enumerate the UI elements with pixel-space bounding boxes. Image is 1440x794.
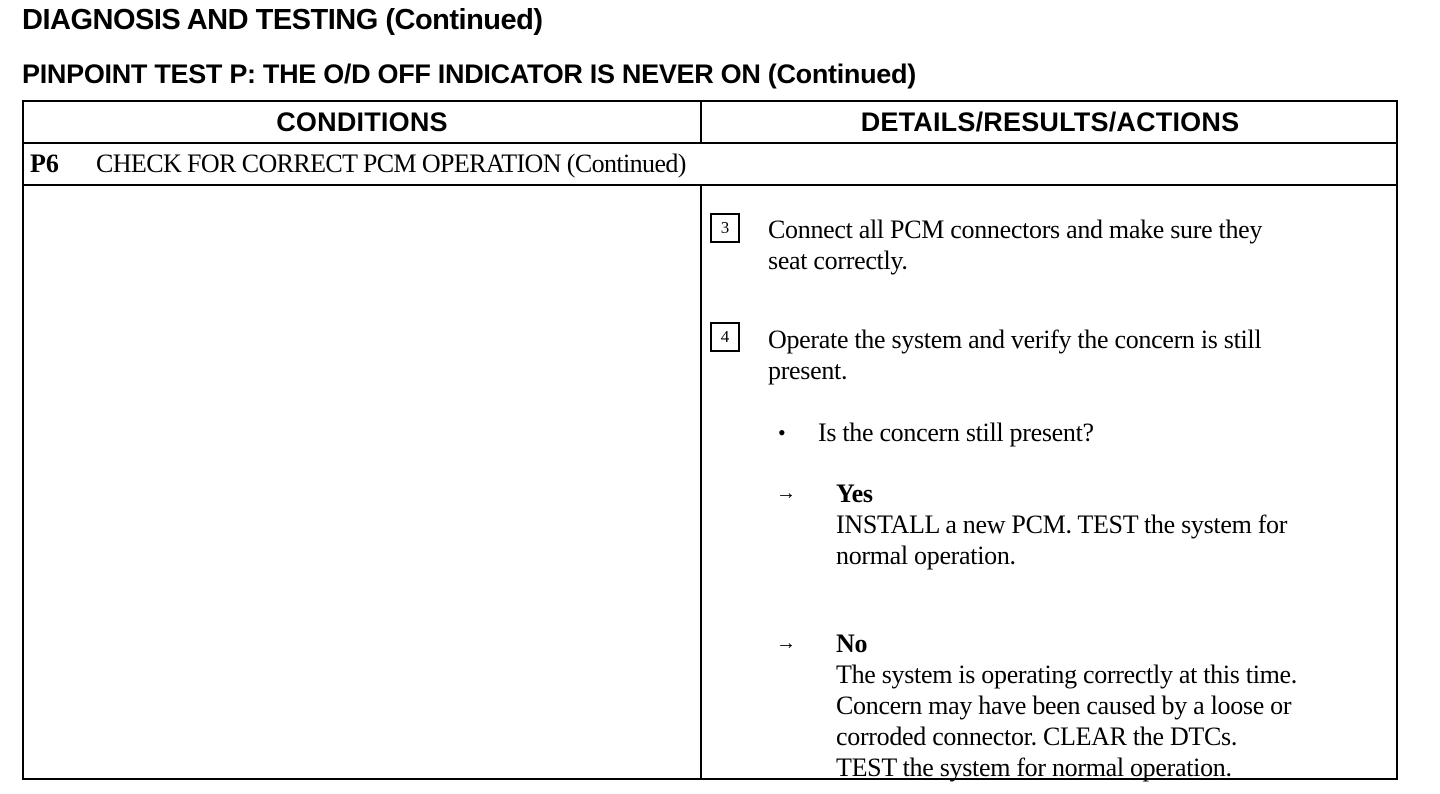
question-text: Is the concern still present?: [818, 418, 1094, 447]
yes-line: normal operation.: [836, 541, 1016, 570]
step-title: CHECK FOR CORRECT PCM OPERATION (Continued): [96, 149, 686, 178]
pinpoint-test-title: PINPOINT TEST P: THE O/D OFF INDICATOR IS NEVER ON (Continued): [22, 59, 916, 89]
conditions-header: CONDITIONS: [276, 107, 448, 137]
step-4-text: [768, 324, 1261, 386]
no-line: Concern may have been caused by a loose or: [836, 691, 1292, 720]
step-number-box-4: 4: [710, 322, 740, 352]
step-id: P6: [30, 149, 59, 178]
step-3-line-1: Connect all PCM connectors and make sure they: [768, 215, 1263, 244]
step-number-box-3: 3: [710, 213, 740, 243]
arrow-right-icon: →: [776, 482, 796, 504]
step-3-text: [768, 214, 1262, 276]
page-title: DIAGNOSIS AND TESTING (Continued): [22, 4, 543, 36]
details-results-actions-header: DETAILS/RESULTS/ACTIONS: [700, 102, 1398, 142]
no-line: The system is operating correctly at this time.: [836, 660, 1297, 689]
column-divider: [700, 186, 702, 780]
table-header-row: [24, 102, 1396, 144]
no-label: No: [836, 629, 868, 658]
pinpoint-test-table: [22, 100, 1398, 780]
step-4-line-2: present.: [768, 356, 848, 385]
no-result: [836, 628, 1297, 783]
yes-line: INSTALL a new PCM. TEST the system for: [836, 510, 1288, 539]
yes-label: Yes: [836, 479, 873, 508]
step-4-line-1: Operate the system and verify the concern is still: [768, 325, 1262, 354]
step-3-line-2: seat correctly.: [768, 246, 908, 275]
arrow-right-icon: →: [776, 632, 796, 654]
bullet-icon: •: [778, 420, 786, 445]
no-line: corroded connector. CLEAR the DTCs.: [836, 722, 1238, 751]
step-row: [24, 144, 1396, 186]
no-line: TEST the system for normal operation.: [836, 753, 1232, 782]
yes-result: [836, 478, 1287, 571]
